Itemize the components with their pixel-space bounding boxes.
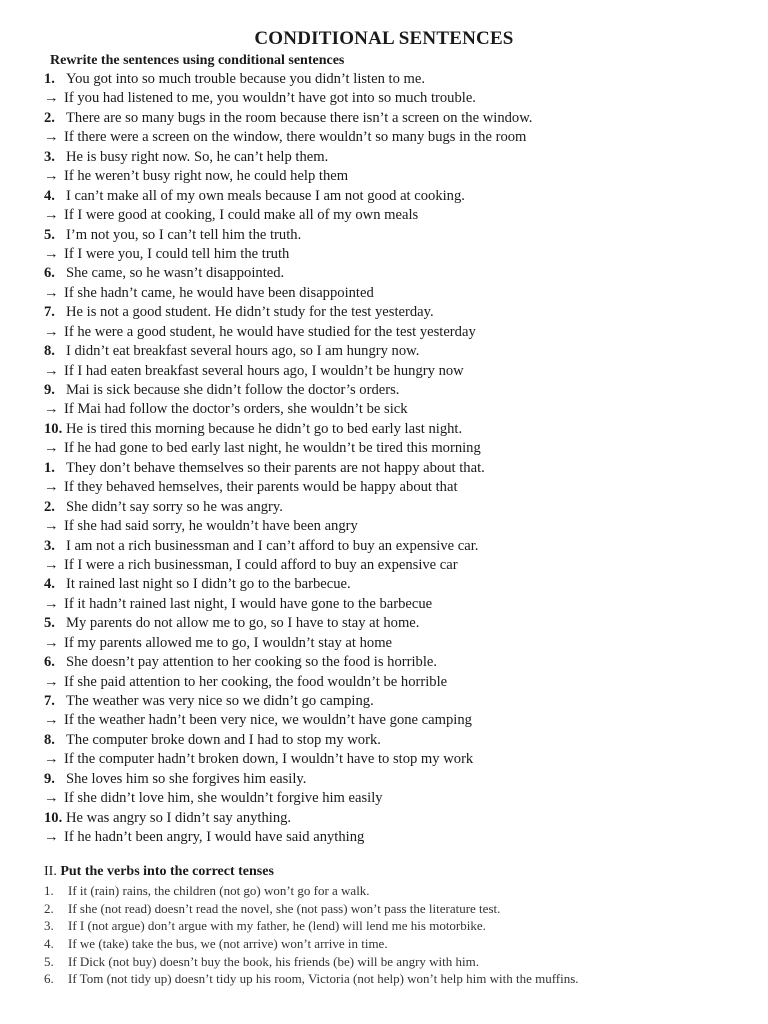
answer-line [44,517,760,536]
arrow-icon: → [44,634,59,651]
exercise2-item [44,882,760,900]
arrow-icon: → [44,829,59,846]
arrow-icon: → [44,323,59,340]
question-line [44,109,760,128]
answer-text: If I were good at cooking, I could make all of my own meals [64,207,419,224]
arrow-icon: → [44,790,59,807]
question-line [44,653,760,672]
answer-line [44,478,760,497]
question-line [44,226,760,245]
question-line [44,459,760,478]
arrow-icon: → [44,90,59,107]
question-text: The computer broke down and I had to stop my work. [66,731,381,748]
answer-line [44,595,760,614]
answer-line [44,439,760,458]
exercise2-text: If I (not argue) don’t argue with my father, he (lend) will lend me his motorbike. [68,918,486,934]
question-text: She loves him so she forgives him easily. [66,770,307,787]
answer-line [44,323,760,342]
question-line [44,692,760,711]
question-number: 10. [44,420,63,437]
question-text: He is busy right now. So, he can’t help them. [66,148,329,165]
answer-text: If he hadn’t been angry, I would have said anything [64,829,365,846]
section2-instruction: Put the verbs into the correct tenses [60,864,274,879]
question-number: 5. [44,226,55,243]
exercise2-item [44,935,760,953]
arrow-icon: → [44,518,59,535]
exercise2-item [44,970,760,988]
question-number: 9. [44,382,55,398]
answer-text: If she didn’t love him, she wouldn’t forgive him easily [64,790,383,807]
answer-line [44,828,760,847]
answer-text: If he had gone to bed early last night, he wouldn’t be tired this morning [64,440,481,457]
question-number: 5. [44,615,55,632]
question-line [44,614,760,633]
question-number: 9. [44,770,55,787]
arrow-icon: → [44,401,59,418]
question-text: You got into so much trouble because you didn’t listen to me. [66,71,426,87]
exercise2-number: 6. [44,971,54,987]
answer-text: If the computer hadn’t broken down, I wouldn’t have to stop my work [64,751,474,768]
answer-line [44,89,760,108]
answer-text: If my parents allowed me to go, I wouldn’t stay at home [64,634,393,651]
answer-text: If there were a screen on the window, there wouldn’t so many bugs in the room [64,129,527,146]
arrow-icon: → [44,479,59,496]
answer-line [44,362,760,381]
question-text: Mai is sick because she didn’t follow the doctor’s orders. [66,382,400,398]
answer-text: If she had said sorry, he wouldn’t have been angry [64,518,358,535]
question-text: I am not a rich businessman and I can’t afford to buy an expensive car. [66,537,479,554]
answer-line [44,284,760,303]
question-number: 1. [44,459,55,476]
answer-line [44,634,760,653]
answer-line [44,206,760,225]
answer-line [44,167,760,186]
exercise2-number: 5. [44,953,54,969]
answer-text: If he were a good student, he would have studied for the test yesterday [64,323,476,340]
exercise2-number: 4. [44,936,54,952]
exercise2-text: If Tom (not tidy up) doesn’t tidy up his room, Victoria (not help) won’t help him with the muffins. [68,971,579,987]
answer-text: If I were you, I could tell him the truth [64,245,290,262]
question-number: 6. [44,654,55,671]
question-number: 3. [44,148,55,165]
arrow-icon: → [44,168,59,185]
exercise2-text: If she (not read) doesn’t read the novel, she (not pass) won’t pass the literature test. [68,900,501,916]
answer-line [44,673,760,692]
question-text: He is not a good student. He didn’t study for the test yesterday. [66,304,434,321]
question-text: I’m not you, so I can’t tell him the truth. [66,226,302,243]
question-line [44,498,760,517]
question-line [44,575,760,594]
question-line [44,420,760,439]
question-text: The weather was very nice so we didn’t go camping. [66,693,374,709]
exercise2-item [44,953,760,971]
question-number: 7. [44,304,55,321]
exercise2-number: 3. [44,918,54,934]
question-line [44,731,760,750]
question-number: 4. [44,187,55,204]
question-number: 6. [44,265,55,282]
answer-line [44,556,760,575]
question-number: 2. [44,498,55,515]
arrow-icon: → [44,751,59,768]
question-line [44,148,760,167]
question-line [44,303,760,322]
answer-text: If she paid attention to her cooking, the food wouldn’t be horrible [64,673,448,690]
arrow-icon: → [44,284,59,301]
answer-text: If he weren’t busy right now, he could help them [64,168,349,185]
question-line [44,809,760,828]
answer-text: If they behaved hemselves, their parents would be happy about that [64,479,458,496]
answer-line [44,750,760,769]
answer-line [44,789,760,808]
question-line [44,537,760,556]
question-text: They don’t behave themselves so their parents are not happy about that. [66,459,485,476]
question-text: He was angry so I didn’t say anything. [66,809,292,826]
arrow-icon: → [44,556,59,573]
section2-number: II. [44,864,57,879]
question-number: 1. [44,71,55,87]
arrow-icon: → [44,673,59,690]
answer-line [44,128,760,147]
arrow-icon: → [44,207,59,224]
question-line [44,381,760,400]
exercise2-item [44,917,760,935]
answer-text: If I had eaten breakfast several hours ago, I wouldn’t be hungry now [64,362,464,379]
question-line [44,770,760,789]
exercise2-number: 2. [44,900,54,916]
question-text: There are so many bugs in the room because there isn’t a screen on the window. [66,109,533,126]
answer-line [44,711,760,730]
exercise2-item [44,900,760,918]
exercise2-text: If it (rain) rains, the children (not go) won’t go for a walk. [68,883,370,898]
exercise2-text: If Dick (not buy) doesn’t buy the book, his friends (be) will be angry with him. [68,953,479,969]
answer-line [44,245,760,264]
answer-text: If she hadn’t came, he would have been disappointed [64,284,374,301]
arrow-icon: → [44,245,59,262]
question-text: My parents do not allow me to go, so I have to stay at home. [66,615,420,632]
question-number: 8. [44,343,55,360]
question-line [44,342,760,361]
arrow-icon: → [44,712,59,729]
arrow-icon: → [44,440,59,457]
arrow-icon: → [44,595,59,612]
exercise1-list [44,70,760,848]
question-number: 2. [44,109,55,126]
question-text: It rained last night so I didn’t go to the barbecue. [66,576,351,593]
arrow-icon: → [44,129,59,146]
answer-text: If the weather hadn’t been very nice, we wouldn’t have gone camping [64,712,472,729]
exercise2-number: 1. [44,883,54,898]
question-line [44,187,760,206]
exercise2-text: If we (take) take the bus, we (not arrive) won’t arrive in time. [68,936,388,952]
answer-text: If it hadn’t rained last night, I would have gone to the barbecue [64,595,433,612]
answer-text: If you had listened to me, you wouldn’t have got into so much trouble. [64,90,476,107]
question-number: 4. [44,576,55,593]
question-number: 7. [44,693,55,709]
section1-instruction: Rewrite the sentences using conditional sentences [50,53,345,68]
question-text: I didn’t eat breakfast several hours ago, so I am hungry now. [66,343,420,360]
question-line [44,264,760,283]
page-title: CONDITIONAL SENTENCES [254,28,514,49]
question-text: She didn’t say sorry so he was angry. [66,498,283,515]
answer-line [44,400,760,419]
question-text: He is tired this morning because he didn’t go to bed early last night. [66,420,463,437]
question-number: 8. [44,731,55,748]
question-line [44,70,760,89]
question-text: She doesn’t pay attention to her cooking so the food is horrible. [66,654,437,671]
question-text: She came, so he wasn’t disappointed. [66,265,285,282]
question-text: I can’t make all of my own meals because I am not good at cooking. [66,187,465,204]
answer-text: If I were a rich businessman, I could afford to buy an expensive car [64,556,458,573]
answer-text: If Mai had follow the doctor’s orders, she wouldn’t be sick [64,401,408,418]
section2-heading [44,864,274,880]
question-number: 3. [44,537,55,554]
arrow-icon: → [44,362,59,379]
exercise2-list [44,882,760,988]
question-number: 10. [44,809,63,826]
